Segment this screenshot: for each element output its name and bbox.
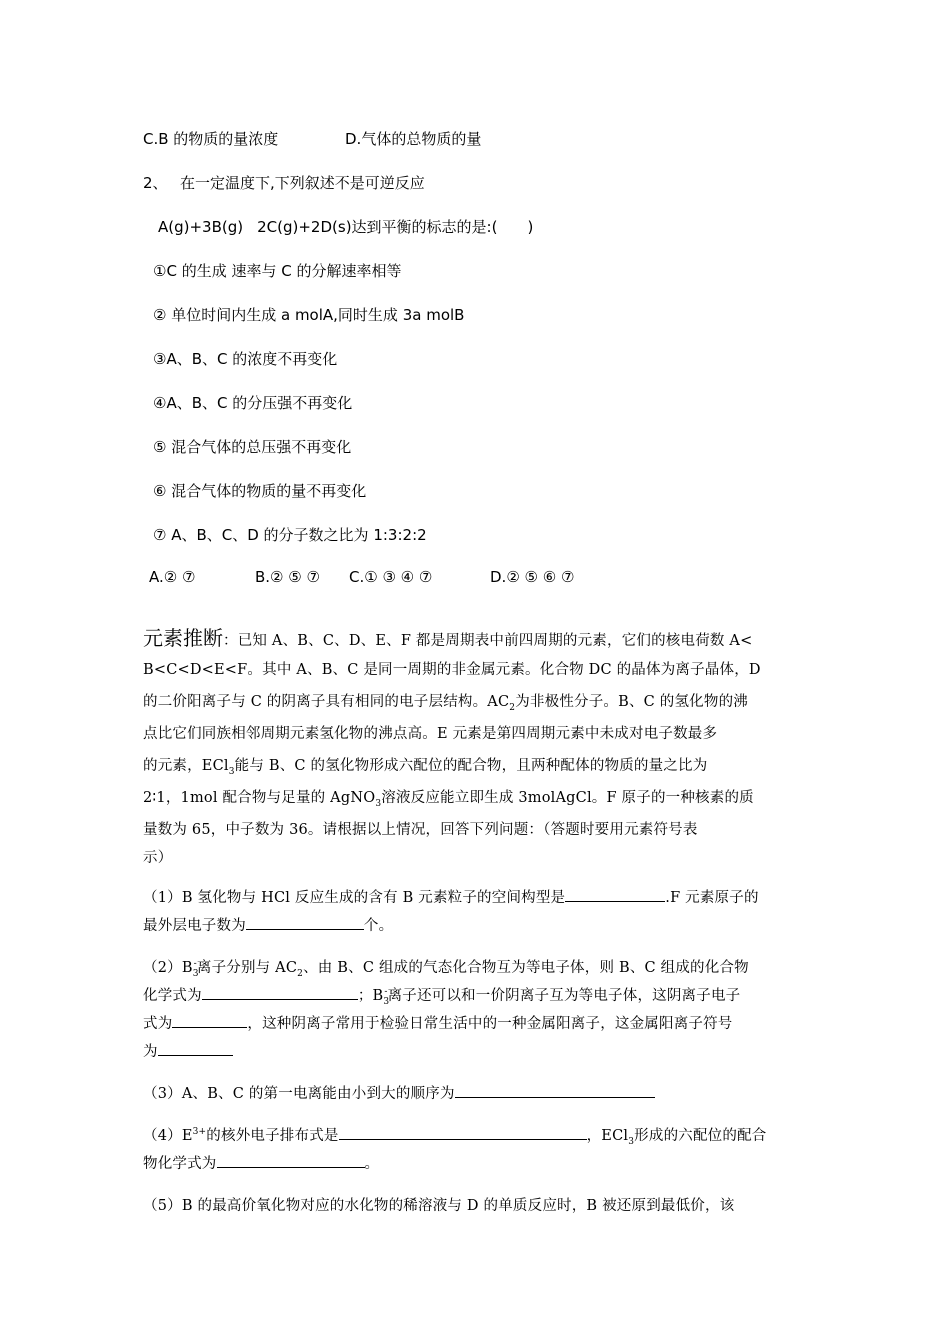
subquestion-2-text-h: ，这种阴离子常用于检验日常生活中的一种金属阳离子，这金属阳离子符号 bbox=[247, 1016, 733, 1032]
superscript-minus: - bbox=[384, 987, 388, 998]
answer-blank-2b[interactable] bbox=[172, 1013, 247, 1028]
subquestion-4-text-b: 的核外电子排布式是 bbox=[206, 1128, 339, 1144]
answer-blank-2a[interactable] bbox=[202, 985, 358, 1000]
reaction-equation bbox=[158, 216, 533, 237]
subquestion-3-text: （3）A、B、C 的第一电离能由小到大的顺序为 bbox=[143, 1086, 455, 1102]
subquestion-4-line-2 bbox=[143, 1152, 379, 1173]
subquestion-4-text-f: 。 bbox=[364, 1156, 380, 1172]
subscript-2: 2 bbox=[297, 968, 304, 979]
subquestion-2-text-d: 化学式为 bbox=[143, 988, 202, 1004]
statement-7: ⑦ A、B、C、D 的分子数之比为 1:3:2:2 bbox=[153, 526, 427, 544]
subquestion-2-text-c: 、由 B、C 组成的气态化合物互为等电子体，则 B、C 组成的化合物 bbox=[303, 960, 749, 976]
inference-text-5b: 能与 B、C 的氢化物形成六配位的配合物，且两种配体的物质的量之比为 bbox=[234, 758, 708, 774]
inference-heading: 元素推断 bbox=[143, 626, 223, 650]
subscript-3: 3 bbox=[192, 968, 199, 979]
statement-3: ③A、B、C 的浓度不再变化 bbox=[153, 350, 338, 368]
subquestion-2-text-a: （2）B bbox=[143, 960, 193, 976]
subquestion-1-text-b: .F 元素原子的 bbox=[665, 890, 759, 906]
statement-1: ①C 的生成 速率与 C 的分解速率相等 bbox=[153, 262, 402, 280]
inference-text-3b: 为非极性分子。B、C 的氢化物的沸 bbox=[515, 694, 748, 710]
inference-line-4: 点比它们同族相邻周期元素氢化物的沸点高。E 元素是第四周期元素中未成对电子数最多 bbox=[143, 726, 718, 742]
subquestion-3 bbox=[143, 1082, 655, 1103]
answer-blank-1a[interactable] bbox=[565, 887, 665, 902]
answer-blank-4b[interactable] bbox=[217, 1153, 365, 1168]
subquestion-2-text-b: 离子分别与 AC bbox=[196, 960, 298, 976]
answer-blank-2c[interactable] bbox=[158, 1041, 233, 1056]
subscript-3: 3 bbox=[628, 1136, 635, 1147]
reaction-right: 2C(g)+2D(s)达到平衡的标志的是:( bbox=[257, 218, 498, 236]
subquestion-1-text-d: 个。 bbox=[363, 918, 394, 934]
inference-line-2: B<C<D<E<F。其中 A、B、C 是同一周期的非金属元素。化合物 DC 的晶体为离子晶体，D bbox=[143, 662, 761, 678]
subquestion-1-line-1 bbox=[143, 886, 759, 907]
answer-paren-close: ) bbox=[527, 218, 534, 236]
subquestion-5: （5）B 的最高价氧化物对应的水化物的稀溶液与 D 的单质反应时，B 被还原到最低价，该 bbox=[143, 1198, 735, 1214]
subquestion-2-text-e: ；B bbox=[357, 988, 384, 1004]
subscript-3: 3 bbox=[228, 766, 235, 777]
subquestion-2-text-f: 离子还可以和一价阴离子互为等电子体，这阴离子电子 bbox=[387, 988, 741, 1004]
statement-4: ④A、B、C 的分压强不再变化 bbox=[153, 394, 353, 412]
inference-text-6b: 溶液反应能立即生成 3molAgCl。F 原子的一种核素的质 bbox=[381, 790, 754, 806]
question-2-stem: 在一定温度下,下列叙述不是可逆反应 bbox=[180, 174, 425, 192]
inference-line-3 bbox=[143, 690, 748, 713]
subquestion-1-text-c: 最外层电子数为 bbox=[143, 918, 246, 934]
statement-2: ② 单位时间内生成 a molA,同时生成 3a molB bbox=[153, 306, 465, 324]
inference-line-8: 示） bbox=[143, 850, 173, 866]
inference-text-6a: 2∶1，1mol 配合物与足量的 AgNO bbox=[143, 790, 376, 806]
inference-line-1 bbox=[143, 622, 752, 651]
q2-option-c: C.① ③ ④ ⑦ bbox=[349, 568, 433, 586]
superscript-minus: - bbox=[193, 959, 197, 970]
reaction-left: A(g)+3B(g) bbox=[158, 218, 244, 236]
subquestion-1-line-2 bbox=[143, 914, 393, 935]
subquestion-2-line-4 bbox=[143, 1040, 233, 1061]
subquestion-4-text-a: （4）E bbox=[143, 1128, 193, 1144]
subquestion-4-text-c: ，ECl bbox=[586, 1128, 629, 1144]
superscript-3plus: 3+ bbox=[192, 1127, 207, 1138]
subscript-2: 2 bbox=[509, 702, 516, 713]
answer-blank-3[interactable] bbox=[455, 1083, 655, 1098]
q2-option-d: D.② ⑤ ⑥ ⑦ bbox=[490, 568, 575, 586]
inference-text-5a: 的元素，ECl bbox=[143, 758, 229, 774]
option-c: C.B 的物质的量浓度 bbox=[143, 130, 279, 148]
answer-blank-1b[interactable] bbox=[246, 915, 364, 930]
inference-line-6 bbox=[143, 786, 754, 809]
subquestion-4-text-d: 形成的六配位的配合 bbox=[634, 1128, 767, 1144]
statement-5: ⑤ 混合气体的总压强不再变化 bbox=[153, 438, 352, 456]
option-d: D.气体的总物质的量 bbox=[345, 130, 482, 148]
inference-line-5 bbox=[143, 754, 707, 777]
inference-line-7: 量数为 65，中子数为 36。请根据以上情况，回答下列问题：（答题时要用元素符号表 bbox=[143, 822, 698, 838]
subscript-3: 3 bbox=[383, 996, 390, 1007]
question-2-number: 2、 bbox=[143, 174, 168, 192]
subquestion-1-text-a: （1）B 氢化物与 HCl 反应生成的含有 B 元素粒子的空间构型是 bbox=[143, 890, 566, 906]
statement-6: ⑥ 混合气体的物质的量不再变化 bbox=[153, 482, 367, 500]
subquestion-2-text-i: 为 bbox=[143, 1044, 158, 1060]
subquestion-2-line-1 bbox=[143, 956, 749, 979]
q2-option-b: B.② ⑤ ⑦ bbox=[255, 568, 320, 586]
subquestion-2-line-2 bbox=[143, 984, 740, 1007]
subquestion-4-text-e: 物化学式为 bbox=[143, 1156, 217, 1172]
answer-blank-4a[interactable] bbox=[339, 1125, 587, 1140]
inference-text-3a: 的二价阳离子与 C 的阴离子具有相同的电子层结构。AC bbox=[143, 694, 510, 710]
q2-option-a: A.② ⑦ bbox=[149, 568, 196, 586]
subscript-3: 3 bbox=[375, 798, 382, 809]
subquestion-4-line-1 bbox=[143, 1124, 766, 1147]
inference-text-1: ：已知 A、B、C、D、E、F 都是周期表中前四周期的元素，它们的核电荷数 A< bbox=[223, 633, 753, 649]
subquestion-2-text-g: 式为 bbox=[143, 1016, 173, 1032]
subquestion-2-line-3 bbox=[143, 1012, 733, 1033]
